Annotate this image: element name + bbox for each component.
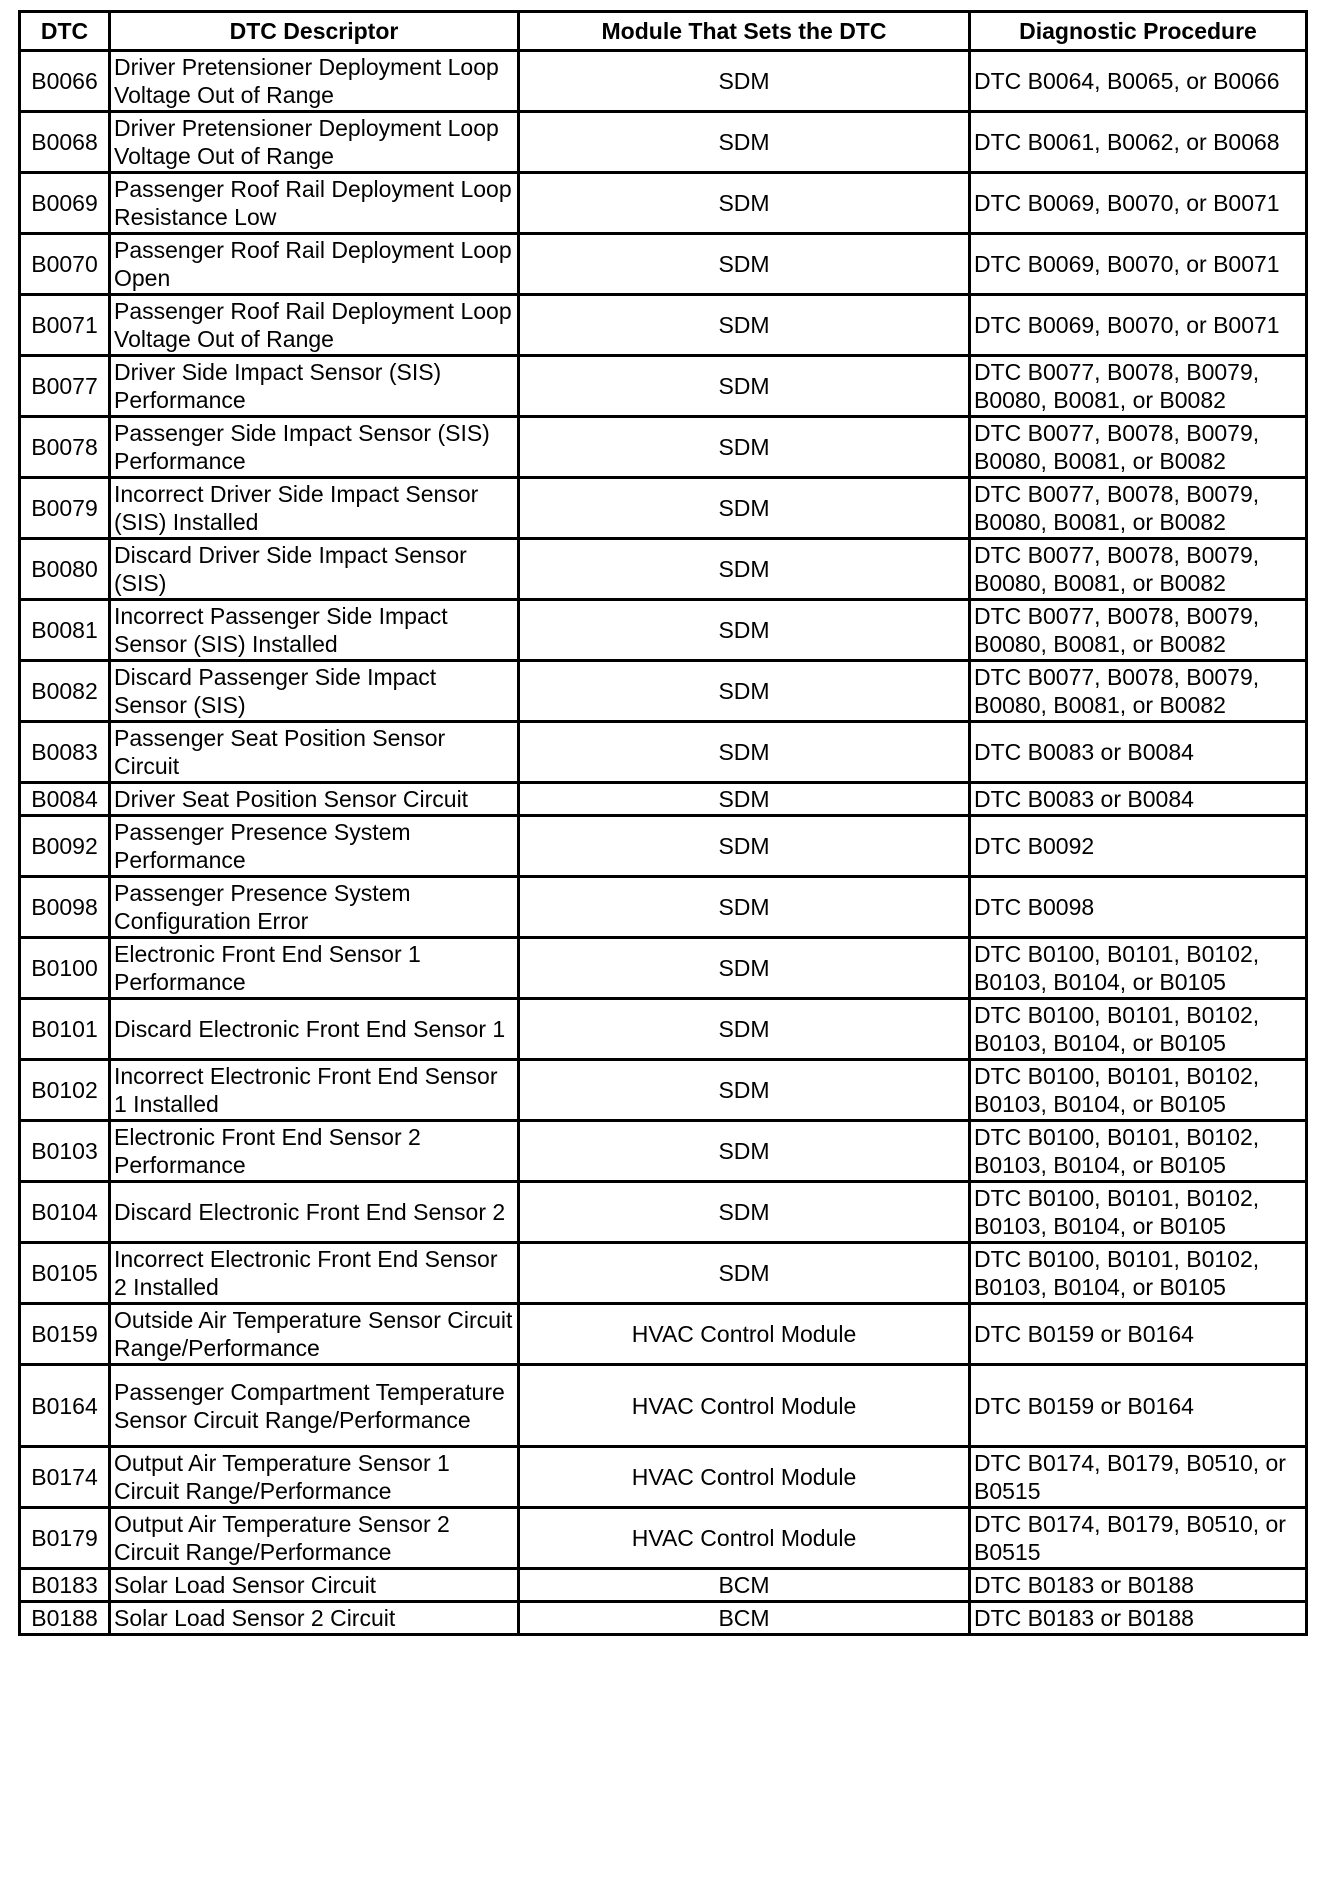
dtc-descriptor-cell: Passenger Roof Rail Deployment Loop Voltage Out of Range <box>110 295 519 356</box>
table-row <box>20 1508 1307 1569</box>
dtc-descriptor-cell: Passenger Compartment Temperature Sensor Circuit Range/Performance <box>110 1365 519 1447</box>
dtc-descriptor-cell: Solar Load Sensor Circuit <box>110 1569 519 1602</box>
dtc-code-cell: B0066 <box>20 51 110 112</box>
table-row <box>20 1447 1307 1508</box>
dtc-table <box>18 10 1308 1636</box>
table-row <box>20 417 1307 478</box>
dtc-code-cell: B0080 <box>20 539 110 600</box>
diagnostic-procedure-cell: DTC B0077, B0078, B0079, B0080, B0081, or B0082 <box>970 478 1307 539</box>
module-cell: SDM <box>519 356 970 417</box>
dtc-descriptor-cell: Solar Load Sensor 2 Circuit <box>110 1602 519 1635</box>
dtc-descriptor-cell: Driver Pretensioner Deployment Loop Voltage Out of Range <box>110 51 519 112</box>
header-procedure: Diagnostic Procedure <box>970 12 1307 51</box>
module-cell: SDM <box>519 234 970 295</box>
module-cell: SDM <box>519 478 970 539</box>
dtc-descriptor-cell: Incorrect Electronic Front End Sensor 1 Installed <box>110 1060 519 1121</box>
module-cell: SDM <box>519 1121 970 1182</box>
dtc-code-cell: B0069 <box>20 173 110 234</box>
module-cell: SDM <box>519 600 970 661</box>
dtc-code-cell: B0083 <box>20 722 110 783</box>
diagnostic-procedure-cell: DTC B0159 or B0164 <box>970 1365 1307 1447</box>
dtc-code-cell: B0079 <box>20 478 110 539</box>
module-cell: SDM <box>519 51 970 112</box>
diagnostic-procedure-cell: DTC B0069, B0070, or B0071 <box>970 234 1307 295</box>
dtc-code-cell: B0084 <box>20 783 110 816</box>
dtc-descriptor-cell: Passenger Roof Rail Deployment Loop Open <box>110 234 519 295</box>
diagnostic-procedure-cell: DTC B0077, B0078, B0079, B0080, B0081, or B0082 <box>970 539 1307 600</box>
dtc-descriptor-cell: Electronic Front End Sensor 1 Performance <box>110 938 519 999</box>
table-row <box>20 295 1307 356</box>
dtc-code-cell: B0100 <box>20 938 110 999</box>
table-row <box>20 600 1307 661</box>
dtc-code-cell: B0082 <box>20 661 110 722</box>
dtc-code-cell: B0070 <box>20 234 110 295</box>
table-row <box>20 722 1307 783</box>
table-row <box>20 783 1307 816</box>
diagnostic-procedure-cell: DTC B0100, B0101, B0102, B0103, B0104, or B0105 <box>970 938 1307 999</box>
dtc-code-cell: B0102 <box>20 1060 110 1121</box>
table-row <box>20 112 1307 173</box>
table-row <box>20 356 1307 417</box>
table-row <box>20 877 1307 938</box>
module-cell: SDM <box>519 112 970 173</box>
module-cell: SDM <box>519 539 970 600</box>
dtc-descriptor-cell: Passenger Seat Position Sensor Circuit <box>110 722 519 783</box>
dtc-descriptor-cell: Incorrect Electronic Front End Sensor 2 Installed <box>110 1243 519 1304</box>
dtc-code-cell: B0092 <box>20 816 110 877</box>
diagnostic-procedure-cell: DTC B0069, B0070, or B0071 <box>970 173 1307 234</box>
diagnostic-procedure-cell: DTC B0083 or B0084 <box>970 783 1307 816</box>
diagnostic-procedure-cell: DTC B0100, B0101, B0102, B0103, B0104, or B0105 <box>970 1182 1307 1243</box>
module-cell: HVAC Control Module <box>519 1447 970 1508</box>
table-row <box>20 1365 1307 1447</box>
table-row <box>20 816 1307 877</box>
diagnostic-procedure-cell: DTC B0100, B0101, B0102, B0103, B0104, or B0105 <box>970 1243 1307 1304</box>
header-row <box>20 12 1307 51</box>
diagnostic-procedure-cell: DTC B0159 or B0164 <box>970 1304 1307 1365</box>
dtc-code-cell: B0071 <box>20 295 110 356</box>
dtc-descriptor-cell: Passenger Presence System Configuration Error <box>110 877 519 938</box>
diagnostic-procedure-cell: DTC B0100, B0101, B0102, B0103, B0104, or B0105 <box>970 999 1307 1060</box>
diagnostic-procedure-cell: DTC B0083 or B0084 <box>970 722 1307 783</box>
dtc-descriptor-cell: Discard Electronic Front End Sensor 1 <box>110 999 519 1060</box>
dtc-code-cell: B0179 <box>20 1508 110 1569</box>
dtc-descriptor-cell: Electronic Front End Sensor 2 Performance <box>110 1121 519 1182</box>
table-row <box>20 1569 1307 1602</box>
dtc-code-cell: B0077 <box>20 356 110 417</box>
diagnostic-procedure-cell: DTC B0100, B0101, B0102, B0103, B0104, or B0105 <box>970 1121 1307 1182</box>
diagnostic-procedure-cell: DTC B0069, B0070, or B0071 <box>970 295 1307 356</box>
dtc-code-cell: B0078 <box>20 417 110 478</box>
diagnostic-procedure-cell: DTC B0077, B0078, B0079, B0080, B0081, or B0082 <box>970 356 1307 417</box>
dtc-code-cell: B0068 <box>20 112 110 173</box>
dtc-code-cell: B0164 <box>20 1365 110 1447</box>
dtc-descriptor-cell: Discard Electronic Front End Sensor 2 <box>110 1182 519 1243</box>
table-row <box>20 1182 1307 1243</box>
module-cell: SDM <box>519 295 970 356</box>
dtc-descriptor-cell: Output Air Temperature Sensor 1 Circuit Range/Performance <box>110 1447 519 1508</box>
module-cell: SDM <box>519 173 970 234</box>
diagnostic-procedure-cell: DTC B0174, B0179, B0510, or B0515 <box>970 1508 1307 1569</box>
diagnostic-procedure-cell: DTC B0100, B0101, B0102, B0103, B0104, or B0105 <box>970 1060 1307 1121</box>
dtc-descriptor-cell: Driver Side Impact Sensor (SIS) Performance <box>110 356 519 417</box>
diagnostic-procedure-cell: DTC B0064, B0065, or B0066 <box>970 51 1307 112</box>
diagnostic-procedure-cell: DTC B0183 or B0188 <box>970 1602 1307 1635</box>
dtc-descriptor-cell: Passenger Presence System Performance <box>110 816 519 877</box>
module-cell: SDM <box>519 938 970 999</box>
dtc-code-cell: B0098 <box>20 877 110 938</box>
dtc-descriptor-cell: Driver Pretensioner Deployment Loop Voltage Out of Range <box>110 112 519 173</box>
module-cell: SDM <box>519 417 970 478</box>
dtc-code-cell: B0101 <box>20 999 110 1060</box>
header-dtc: DTC <box>20 12 110 51</box>
module-cell: HVAC Control Module <box>519 1508 970 1569</box>
dtc-descriptor-cell: Passenger Side Impact Sensor (SIS) Performance <box>110 417 519 478</box>
dtc-code-cell: B0159 <box>20 1304 110 1365</box>
module-cell: BCM <box>519 1602 970 1635</box>
dtc-descriptor-cell: Output Air Temperature Sensor 2 Circuit Range/Performance <box>110 1508 519 1569</box>
table-row <box>20 938 1307 999</box>
module-cell: HVAC Control Module <box>519 1365 970 1447</box>
module-cell: SDM <box>519 816 970 877</box>
table-row <box>20 1304 1307 1365</box>
diagnostic-procedure-cell: DTC B0061, B0062, or B0068 <box>970 112 1307 173</box>
diagnostic-procedure-cell: DTC B0077, B0078, B0079, B0080, B0081, or B0082 <box>970 661 1307 722</box>
table-row <box>20 1243 1307 1304</box>
dtc-descriptor-cell: Discard Passenger Side Impact Sensor (SIS) <box>110 661 519 722</box>
table-row <box>20 478 1307 539</box>
module-cell: HVAC Control Module <box>519 1304 970 1365</box>
dtc-code-cell: B0104 <box>20 1182 110 1243</box>
dtc-code-cell: B0103 <box>20 1121 110 1182</box>
table-row <box>20 999 1307 1060</box>
module-cell: SDM <box>519 877 970 938</box>
diagnostic-procedure-cell: DTC B0183 or B0188 <box>970 1569 1307 1602</box>
module-cell: SDM <box>519 1182 970 1243</box>
table-row <box>20 173 1307 234</box>
table-row <box>20 51 1307 112</box>
dtc-code-cell: B0081 <box>20 600 110 661</box>
module-cell: SDM <box>519 1243 970 1304</box>
table-body <box>20 51 1307 1635</box>
dtc-descriptor-cell: Incorrect Driver Side Impact Sensor (SIS) Installed <box>110 478 519 539</box>
table-row <box>20 234 1307 295</box>
module-cell: SDM <box>519 999 970 1060</box>
module-cell: SDM <box>519 661 970 722</box>
module-cell: SDM <box>519 783 970 816</box>
dtc-code-cell: B0174 <box>20 1447 110 1508</box>
diagnostic-procedure-cell: DTC B0092 <box>970 816 1307 877</box>
table-row <box>20 1060 1307 1121</box>
diagnostic-procedure-cell: DTC B0077, B0078, B0079, B0080, B0081, or B0082 <box>970 417 1307 478</box>
dtc-code-cell: B0188 <box>20 1602 110 1635</box>
table-row <box>20 661 1307 722</box>
table-row <box>20 1602 1307 1635</box>
dtc-descriptor-cell: Discard Driver Side Impact Sensor (SIS) <box>110 539 519 600</box>
dtc-descriptor-cell: Passenger Roof Rail Deployment Loop Resistance Low <box>110 173 519 234</box>
module-cell: SDM <box>519 722 970 783</box>
table-row <box>20 539 1307 600</box>
header-module: Module That Sets the DTC <box>519 12 970 51</box>
dtc-descriptor-cell: Driver Seat Position Sensor Circuit <box>110 783 519 816</box>
table-header <box>20 12 1307 51</box>
diagnostic-procedure-cell: DTC B0098 <box>970 877 1307 938</box>
diagnostic-procedure-cell: DTC B0077, B0078, B0079, B0080, B0081, or B0082 <box>970 600 1307 661</box>
module-cell: SDM <box>519 1060 970 1121</box>
dtc-descriptor-cell: Outside Air Temperature Sensor Circuit Range/Performance <box>110 1304 519 1365</box>
dtc-descriptor-cell: Incorrect Passenger Side Impact Sensor (SIS) Installed <box>110 600 519 661</box>
diagnostic-procedure-cell: DTC B0174, B0179, B0510, or B0515 <box>970 1447 1307 1508</box>
header-descriptor: DTC Descriptor <box>110 12 519 51</box>
dtc-code-cell: B0105 <box>20 1243 110 1304</box>
module-cell: BCM <box>519 1569 970 1602</box>
dtc-code-cell: B0183 <box>20 1569 110 1602</box>
table-row <box>20 1121 1307 1182</box>
